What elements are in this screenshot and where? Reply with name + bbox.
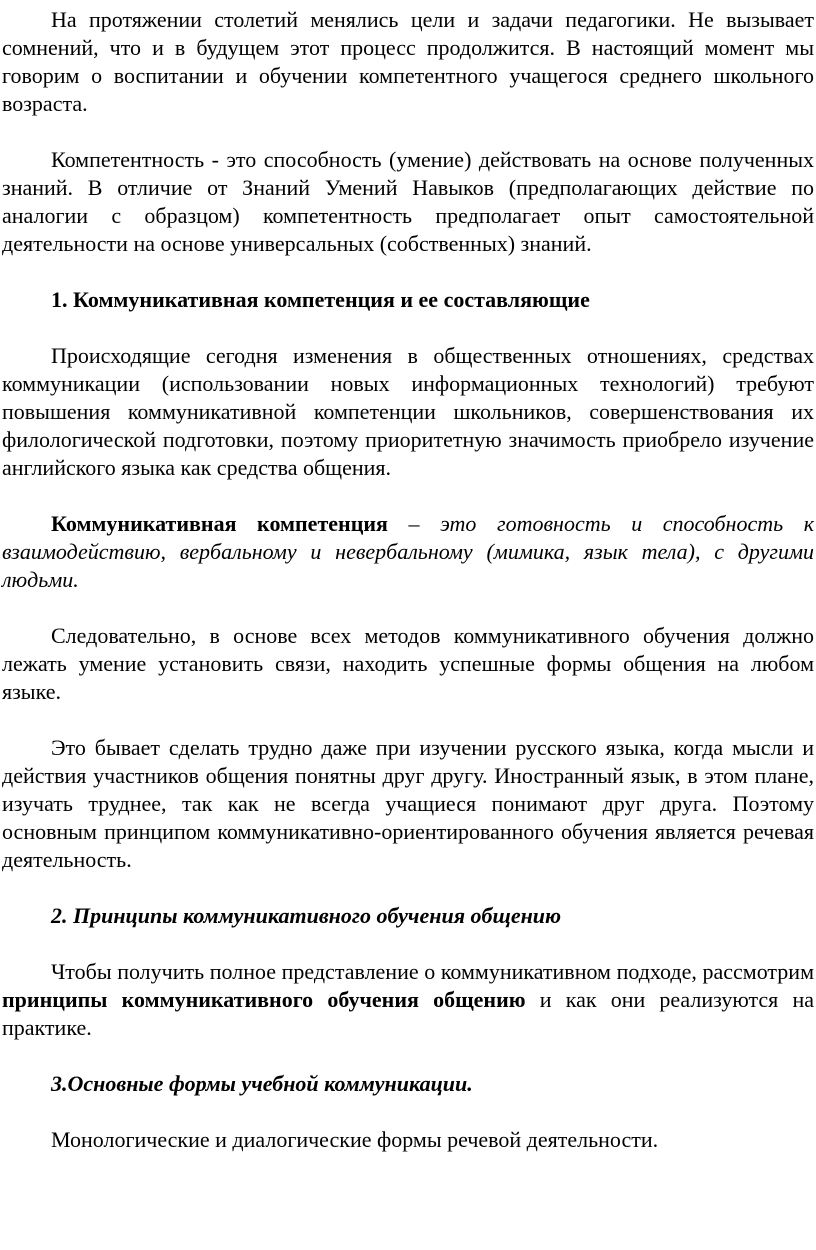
principles-bold-phrase: принципы коммуникативного обучения общению	[2, 987, 526, 1012]
section-heading-2: 2. Принципы коммуникативного обучения общению	[51, 903, 562, 928]
section-heading-3: 3.Основные формы учебной коммуникации.	[51, 1071, 473, 1096]
principles-text-after: и как они реализуются на практике.	[2, 987, 814, 1040]
document-body	[2, 6, 814, 1154]
term-definition: это готовность и способность к взаимодействию, вербальному и невербальному (мимика, язык тела), с другими людьми.	[2, 511, 814, 592]
paragraph-intro: На протяжении столетий менялись цели и задачи педагогики. Не вызывает сомнений, что и в будущем этот процесс продолжится. В настоящий момент мы говорим о воспитании и обучении компетентного учащегося среднего школьного возраста.	[2, 7, 814, 116]
paragraph-communicative-competence	[2, 510, 814, 594]
term-communicative-competence: Коммуникативная компетенция	[51, 511, 388, 536]
paragraph-consequently: Следовательно, в основе всех методов коммуникативного обучения должно лежать умение установить связи, находить успешные формы общения на любом языке.	[2, 623, 814, 704]
principles-text-before: Чтобы получить полное представление о коммуникативном подходе, рассмотрим	[51, 959, 814, 984]
paragraph-competence-definition: Компетентность - это способность (умение) действовать на основе полученных знаний. В отличие от Знаний Умений Навыков (предполагающих действие по аналогии с образцом) компетентность предполагает опыт самостоятельной деятельности на основе универсальных (собственных) знаний.	[2, 147, 814, 256]
section-heading-1: 1. Коммуникативная компетенция и ее составляющие	[51, 287, 590, 312]
paragraph-forms: Монологические и диалогические формы речевой деятельности.	[51, 1127, 659, 1152]
paragraph-principles	[2, 958, 814, 1042]
paragraph-changes: Происходящие сегодня изменения в общественных отношениях, средствах коммуникации (использовании новых информационных технологий) требуют повышения коммуникативной компетенции школьников, совершенствования их филологической подготовки, поэтому приоритетную значимость приобрело изучение английского языка как средства общения.	[2, 343, 814, 480]
paragraph-difficulty: Это бывает сделать трудно даже при изучении русского языка, когда мысли и действия участников общения понятны друг другу. Иностранный язык, в этом плане, изучать труднее, так как не всегда учащиеся понимают друг друга. Поэтому основным принципом коммуникативно-ориентированного обучения является речевая деятельность.	[2, 735, 814, 872]
term-dash: –	[387, 511, 441, 536]
